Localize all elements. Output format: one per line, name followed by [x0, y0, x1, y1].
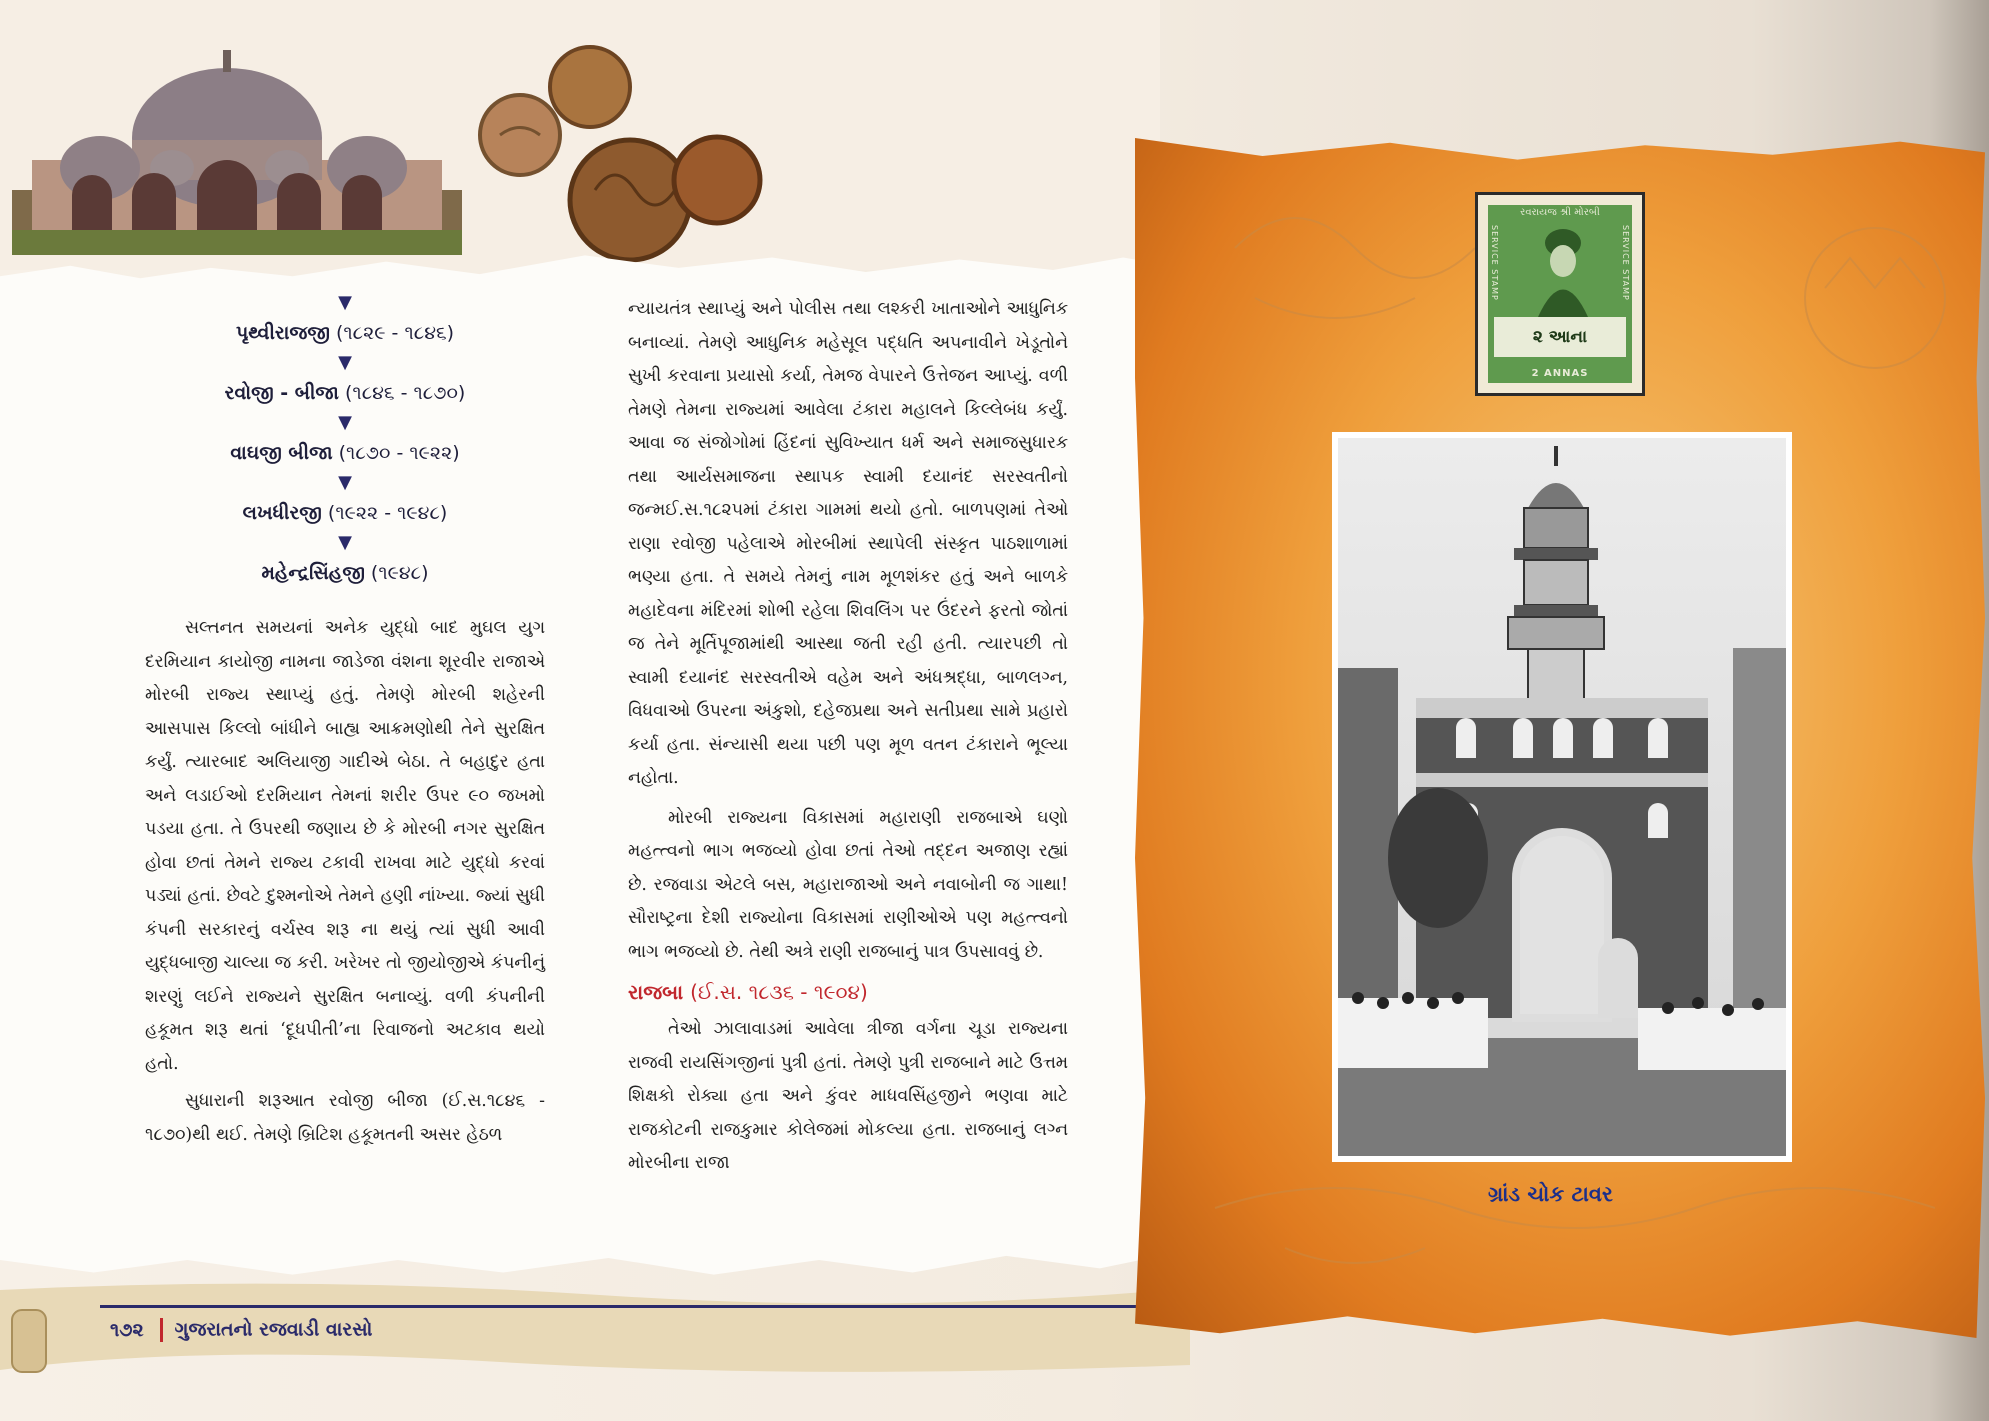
ruler-item [145, 496, 545, 530]
down-arrow-icon: ▼ [338, 532, 352, 553]
down-arrow-icon: ▼ [338, 412, 352, 433]
paragraph: ન્યાયતંત્ર સ્થાપ્યું અને પોલીસ તથા લશ્કરી ખાતાઓને આધુનિક બનાવ્યાં. તેમણે આધુનિક મહેસૂલ પદ્ધતિ અપનાવીને ખેડૂતોને સુખી કરવાના પ્રયાસો કર્યા, તેમજ વેપારને ઉત્તેજન આપ્યું. વળી તેમણે તેમના રાજ્યમાં આવેલા ટંકારા મહાલને કિલ્લેબંધ કર્યું. આવા જ સંજોગોમાં હિંદનાં સુવિખ્યાત ધર્મ અને સમાજસુધારક તથા આર્યસમાજના સ્થાપક સ્વામી દયાનંદ સરસ્વતીનો જન્મઈ.સ.૧૮૨૫માં ટંકારા ગામમાં થયો હતો. બાળપણમાં તેઓ રાણા રવોજી પહેલાએ મોરબીમાં સ્થાપેલી સંસ્કૃત પાઠશાળામાં ભણ્યા હતા. તે સમયે તેમનું નામ મૂળશંકર હતું અને બાળકે મહાદેવના મંદિરમાં શોભી રહેલા શિવલિંગ પર ઉંદરને ફરતો જોતાં જ તેને મૂર્તિપૂજામાંથી આસ્થા જતી રહી હતી. ત્યારપછી તો સ્વામી દયાનંદ સરસ્વતીએ વહેમ અને અંધશ્રદ્ધા, બાળલગ્ન, વિધવાઓ ઉપરના અંકુશો, દહેજપ્રથા અને સતીપ્રથા સામે પ્રહારો કર્યા હતા. સંન્યાસી થયા પછી પણ મૂળ વતન ટંકારાને ભૂલ્યા નહોતા. [628, 299, 1068, 788]
footer-divider [160, 1318, 163, 1342]
middle-column [628, 293, 1068, 1181]
ruler-years: (૧૮૪૬ - ૧૮૭૦) [344, 382, 466, 404]
paragraph: સુધારાની શરૂઆત રવોજી બીજા (ઈ.સ.૧૮૪૬ - ૧૮૭૦)થી થઈ. તેમણે બ્રિટિશ હકૂમતની અસર હેઠળ [145, 1091, 545, 1145]
grand-chowk-tower-photo [1332, 432, 1792, 1162]
tower-image [1338, 438, 1786, 1156]
section-heading [628, 975, 1068, 1009]
down-arrow-icon: ▼ [338, 472, 352, 493]
ruler-item [145, 436, 545, 470]
ruler-item [145, 376, 545, 410]
ruler-years: (૧૮૭૦ - ૧૯૨૨) [338, 442, 460, 464]
palace-illustration [12, 40, 462, 255]
ruler-item [145, 556, 545, 590]
section-dates: (ઈ.સ. ૧૮૩૬ - ૧૯૦૪) [690, 980, 868, 1004]
page-footer [110, 1318, 372, 1342]
down-arrow-icon: ▼ [338, 292, 352, 313]
ruler-name: વાઘજી બીજા [230, 442, 333, 464]
postage-stamp [1475, 192, 1645, 396]
ruler-years: (૧૯૨૨ - ૧૯૪૮) [327, 502, 448, 524]
stamp-face [1488, 205, 1632, 383]
down-arrow-icon: ▼ [338, 352, 352, 373]
ruler-name: મહેન્દ્રસિંહજી [261, 562, 365, 584]
paragraph: સલ્તનત સમયનાં અનેક યુદ્ધો બાદ મુઘલ યુગ દરમિયાન કાયોજી નામના જાડેજા વંશના શૂરવીર રાજાએ મોરબી રાજ્ય સ્થાપ્યું હતું. તેમણે મોરબી શહેરની આસપાસ કિલ્લો બાંધીને બાહ્ય આક્રમણોથી તેને સુરક્ષિત કર્યું. ત્યારબાદ અલિયાજી ગાદીએ બેઠા. તે બહાદુર હતા અને લડાઈઓ દરમિયાન તેમનાં શરીર ઉપર ૯૦ જખમો પડયા હતા. તે ઉપરથી જણાય છે કે મોરબી નગર સુરક્ષિત હોવા છતાં તેમને રાજ્ય ટકાવી રાખવા માટે યુદ્ધો કરવાં પડ્યાં હતાં. છેવટે દુશ્મનોએ તેમને હણી નાંખ્યા. જ્યાં સુધી કંપની સરકારનું વર્ચસ્વ શરૂ ના થયું ત્યાં સુધી આવી યુદ્ધબાજી ચાલ્યા જ કરી. ખરેખર તો જીયોજીએ કંપનીનું શરણું લઈને રાજ્યને સુરક્ષિત બનાવ્યું. વળી કંપનીની હકૂમત શરૂ થતાં ‘દૂધપીતી’ના રિવાજનો અટકાવ થયો હતો. [145, 618, 545, 1074]
ruler-years: (૧૯૪૮) [370, 562, 429, 584]
coins-illustration [470, 40, 770, 265]
ruler-name: લખધીરજી [242, 502, 322, 524]
stamp-left-text: SERVICE STAMP [1490, 225, 1499, 301]
stamp-value-english: 2 ANNAS [1531, 368, 1589, 379]
paragraph: મોરબી રાજ્યના વિકાસમાં મહારાણી રાજબાએ ઘણો મહત્ત્વનો ભાગ ભજવ્યો હોવા છતાં તેઓ તદ્દન અજાણ રહ્યાં છે. રજવાડા એટલે બસ, મહારાજાઓ અને નવાબોની જ ગાથા! સૌરાષ્ટ્રના દેશી રાજ્યોના વિકાસમાં રાણીઓએ પણ મહત્ત્વનો ભાગ ભજવ્યો છે. તેથી અત્રે રાણી રાજબાનું પાત્ર ઉપસાવવું છે. [628, 807, 1068, 962]
ruler-name: પૃથ્વીરાજજી [235, 322, 330, 344]
stamp-right-text: SERVICE STAMP [1621, 225, 1630, 301]
ruler-years: (૧૮૨૯ - ૧૮૪૬) [335, 322, 455, 344]
left-column [145, 290, 545, 1152]
ruler-name: રવોજી - બીજા [224, 382, 339, 404]
stamp-top-text: રવરાયજ શ્રી મોરબી [1520, 207, 1600, 218]
section-title: રાજબા [628, 980, 684, 1004]
book-title: ગુજરાતનો રજવાડી વારસો [174, 1318, 373, 1341]
ruler-item [145, 316, 545, 350]
stamp-value: ૨ આના [1494, 317, 1626, 357]
photo-caption: ગ્રાંડ ચોક ટાવર [1488, 1182, 1613, 1206]
portrait-icon [1534, 221, 1592, 317]
page-number: ૧૭૨ [110, 1318, 144, 1341]
paragraph: તેઓ ઝાલાવાડમાં આવેલા ત્રીજા વર્ગના ચૂડા રાજ્યના રાજવી રાયસિંગજીનાં પુત્રી હતાં. તેમણે પુત્રી રાજબાને માટે ઉત્તમ શિક્ષકો રોક્યા હતા અને કુંવર માધવસિંહજીને ભણવા માટે રાજકોટની રાજકુમાર કોલેજમાં મોકલ્યા હતા. રાજબાનું લગ્ન મોરબીના રાજા [628, 1019, 1068, 1173]
ruler-lineage [145, 290, 545, 590]
